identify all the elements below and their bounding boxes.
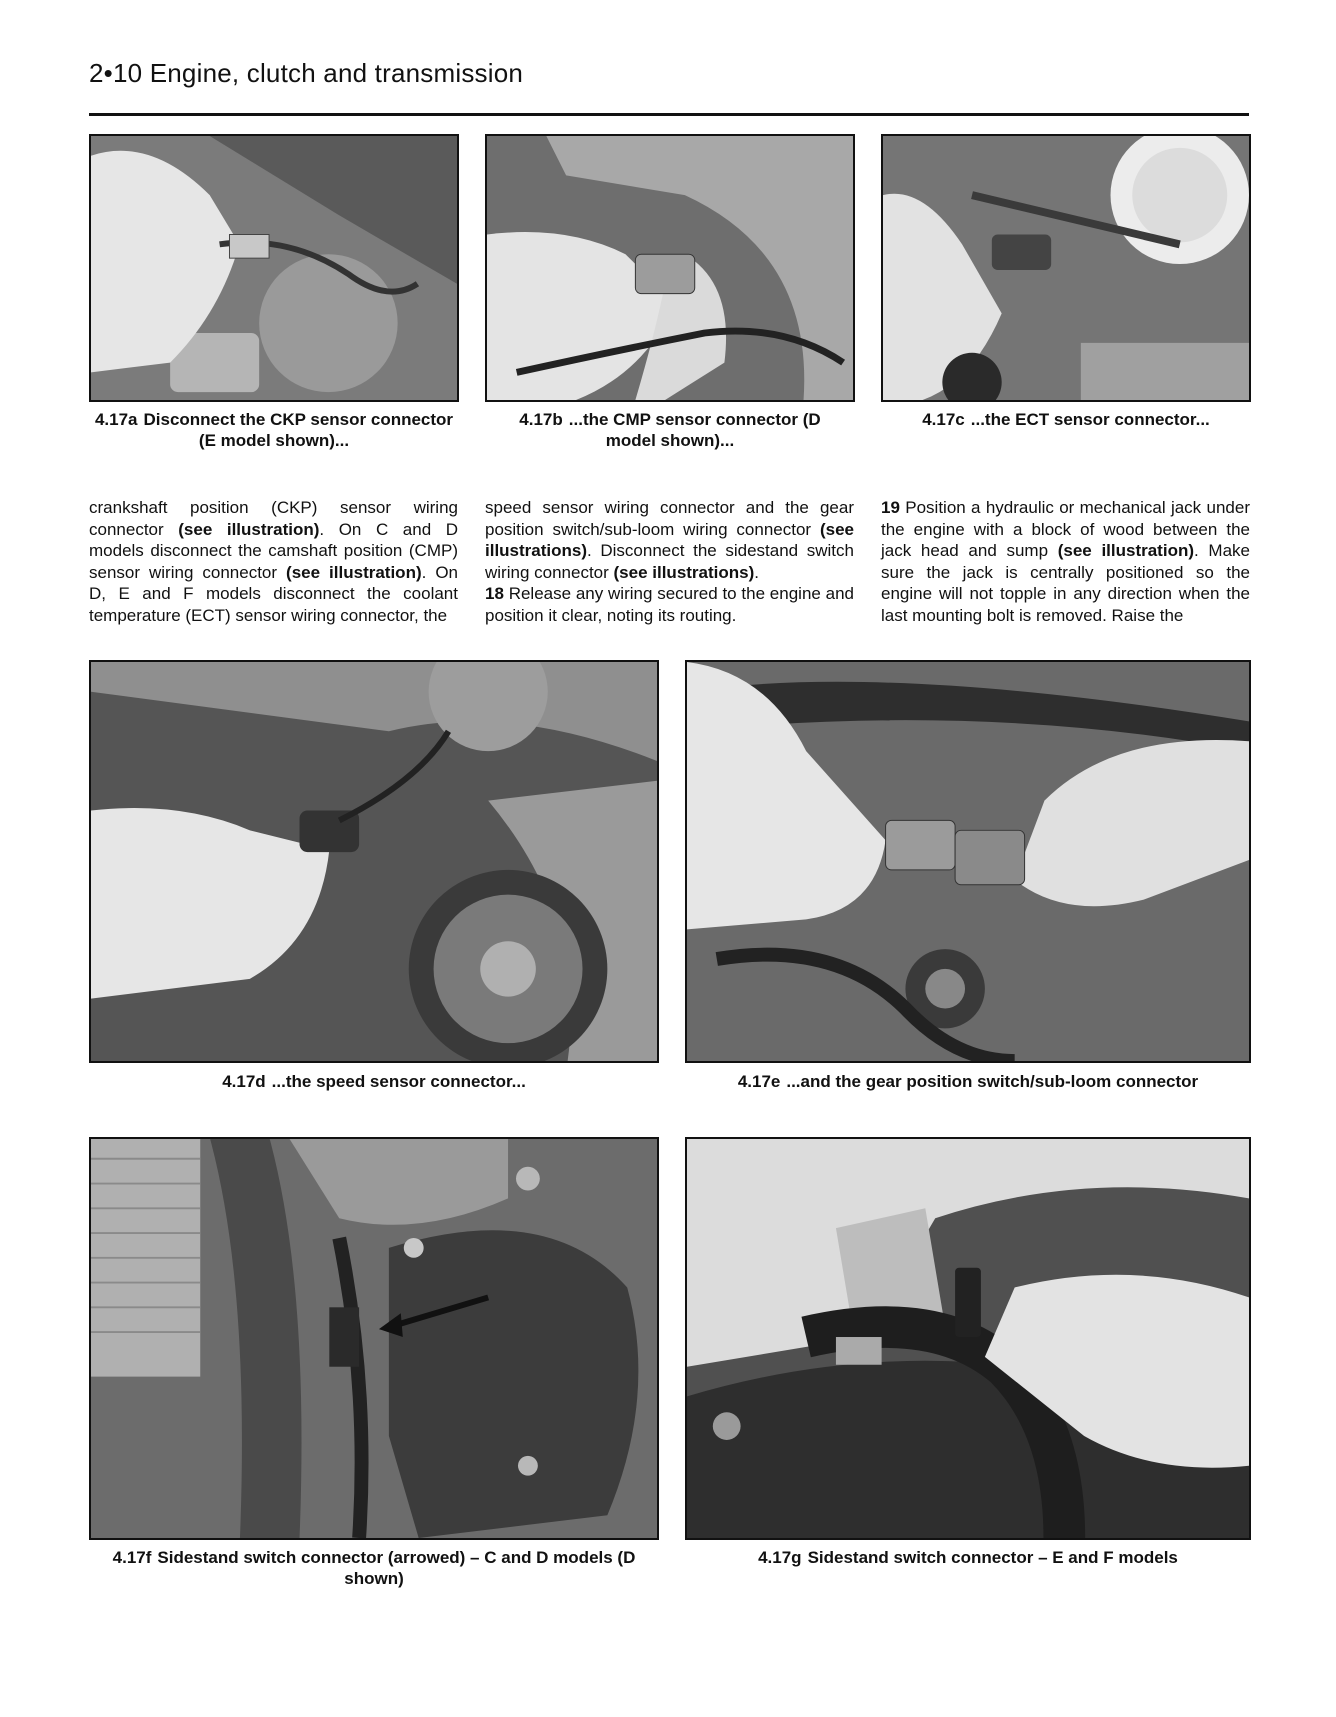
photo-4-17f <box>89 1137 659 1540</box>
photo-4-17e <box>685 660 1251 1063</box>
figure-number: 4.17b <box>519 410 563 429</box>
figure-number: 4.17d <box>222 1072 266 1091</box>
step-number: 19 <box>881 498 900 517</box>
illustration-ref: (see illustration) <box>178 519 320 539</box>
section-title: Engine, clutch and transmission <box>149 58 524 88</box>
text-column-2 <box>485 497 854 626</box>
caption-4-17g <box>685 1547 1251 1568</box>
header-rule <box>89 113 1249 116</box>
illustration-ref: (see illustration) <box>286 562 422 582</box>
caption-text: Sidestand switch connector (arrowed) – C and D models (D shown) <box>157 1548 636 1588</box>
body-text: . Disconnect the sidestand switch wiring connector <box>485 541 854 582</box>
body-text: crankshaft position (CKP) sensor wiring connector <box>89 498 458 539</box>
caption-text: Disconnect the CKP sensor connector (E model shown)... <box>143 410 454 450</box>
caption-text: ...the speed sensor connector... <box>271 1072 526 1091</box>
illustration-ref: (see illustrations) <box>485 519 854 560</box>
caption-4-17f <box>89 1547 659 1589</box>
caption-4-17b <box>485 409 855 451</box>
caption-4-17a <box>89 409 459 451</box>
page-header <box>89 58 523 89</box>
step-number: 18 <box>485 584 504 603</box>
caption-4-17c <box>881 409 1251 430</box>
figure-number: 4.17a <box>94 410 138 429</box>
caption-text: ...the CMP sensor connector (D model shown)... <box>568 410 821 450</box>
caption-4-17d <box>89 1071 659 1092</box>
caption-text: Sidestand switch connector – E and F models <box>807 1548 1178 1567</box>
photo-4-17d <box>89 660 659 1063</box>
body-text: Release any wiring secured to the engine and position it clear, noting its routing. <box>485 584 854 625</box>
body-text: . <box>754 562 760 582</box>
body-text: Position a hydraulic or mechanical jack under the engine with a block of wood between the jack head and sump <box>881 498 1250 560</box>
figure-number: 4.17e <box>737 1072 781 1091</box>
photo-4-17g <box>685 1137 1251 1540</box>
illustration-ref: (see illustration) <box>1057 541 1194 560</box>
caption-4-17e <box>685 1071 1251 1092</box>
photo-4-17a <box>89 134 459 402</box>
page-number: 2•10 <box>89 58 143 88</box>
text-column-1 <box>89 497 458 626</box>
text-column-3 <box>881 497 1250 626</box>
illustration-ref: (see illustrations) <box>613 562 755 582</box>
body-text: . Make sure the jack is centrally positioned so the engine will not topple in any direction when the last mounting bolt is removed. Raise the <box>881 541 1250 625</box>
figure-number: 4.17g <box>758 1548 802 1567</box>
photo-4-17c <box>881 134 1251 402</box>
caption-text: ...and the gear position switch/sub-loom connector <box>786 1072 1199 1091</box>
body-text: . On D, E and F models disconnect the coolant temperature (ECT) sensor wiring connector, the <box>89 562 458 625</box>
body-text: . On C and D models disconnect the camshaft position (CMP) sensor wiring connector <box>89 519 458 582</box>
caption-text: ...the ECT sensor connector... <box>970 410 1210 429</box>
photo-4-17b <box>485 134 855 402</box>
body-text: speed sensor wiring connector and the gear position switch/sub-loom wiring connector <box>485 498 854 539</box>
figure-number: 4.17f <box>112 1548 152 1567</box>
figure-number: 4.17c <box>922 410 965 429</box>
